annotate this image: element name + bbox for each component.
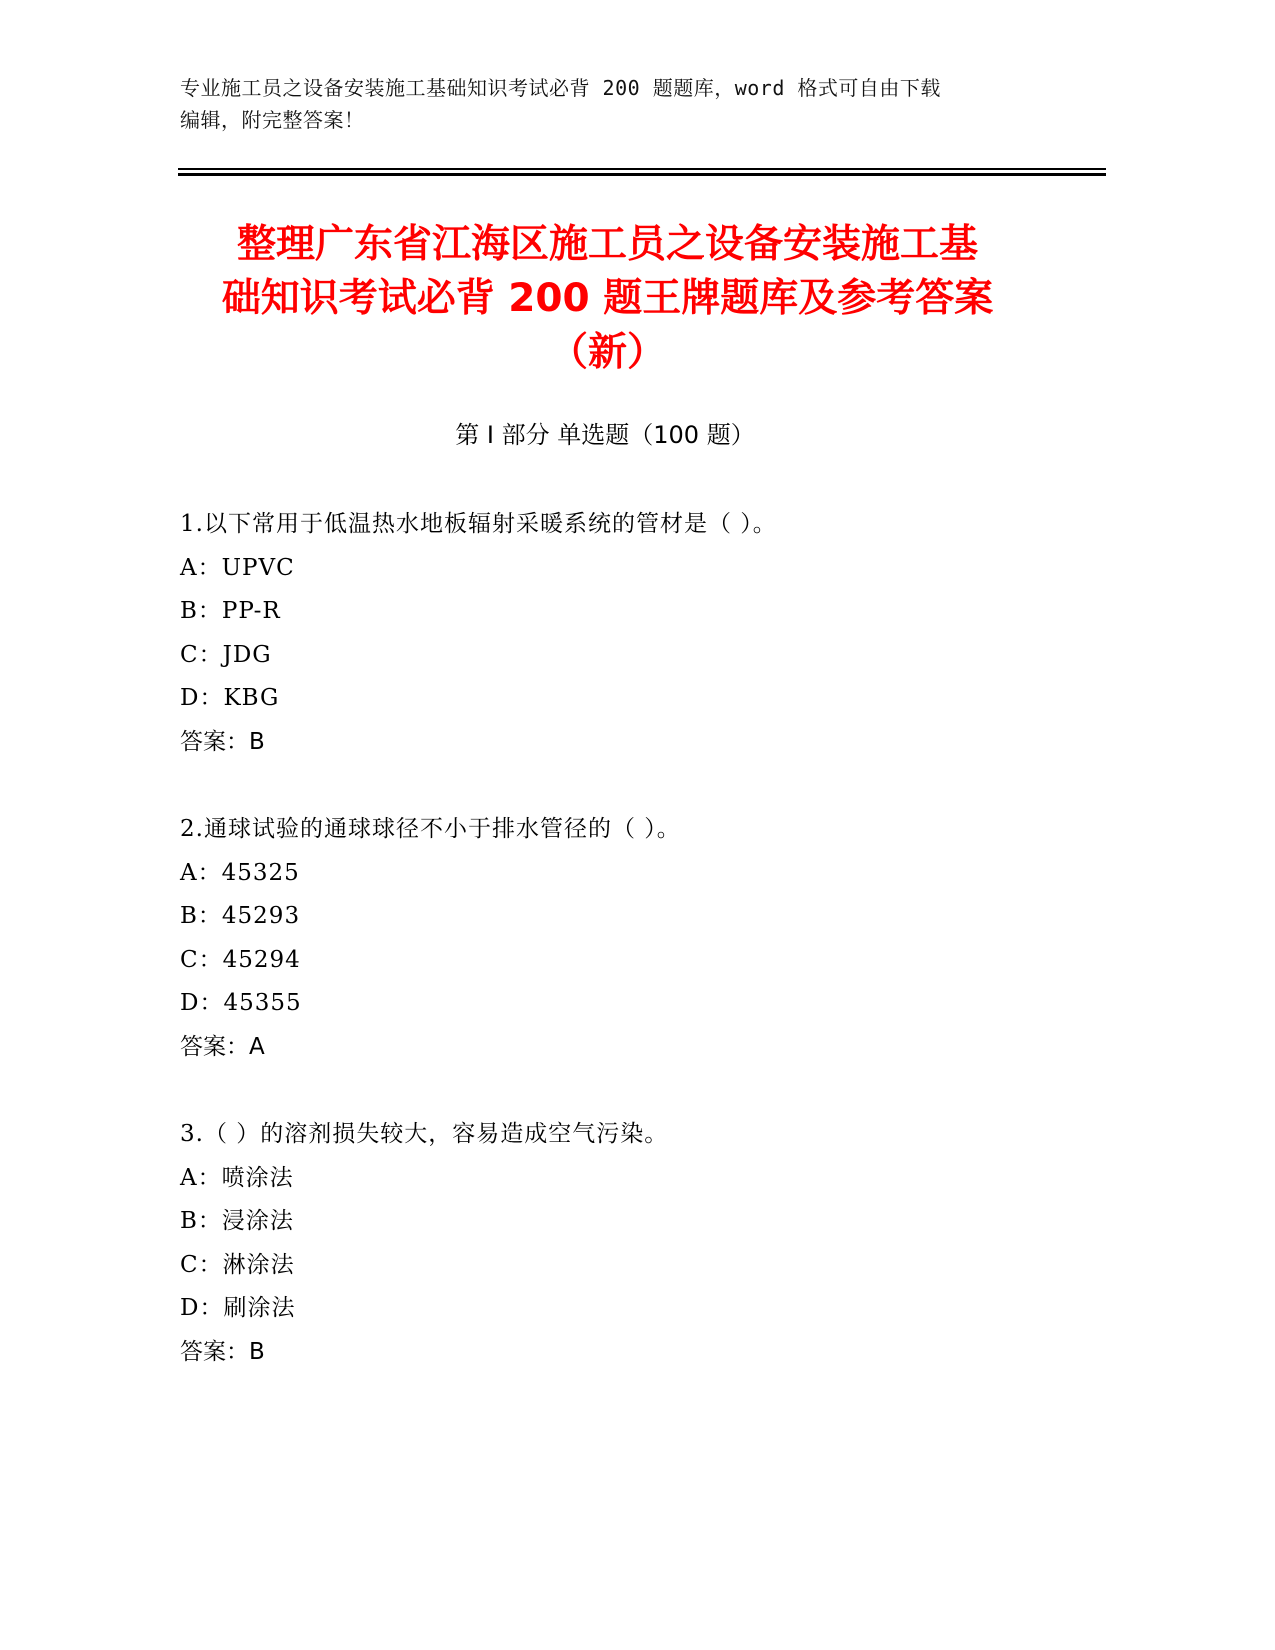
- question-option-d: [180, 982, 1120, 1026]
- question-option-c: [180, 1244, 1120, 1288]
- option-label: A：: [180, 554, 222, 581]
- option-text: 45293: [221, 903, 301, 929]
- option-label: C：: [180, 946, 223, 973]
- question-option-c: [180, 634, 1120, 678]
- question-option-b: [180, 590, 1120, 634]
- document-title-line-1: 整理广东省江海区施工员之设备安装施工基: [236, 222, 978, 267]
- option-label: D：: [180, 1295, 224, 1321]
- question-answer: 答案：B: [180, 1338, 265, 1365]
- option-label: B：: [180, 1208, 222, 1234]
- question-item: [180, 808, 1120, 1069]
- question-option-b: [180, 1200, 1120, 1244]
- question-option-a: [180, 1157, 1120, 1201]
- option-label: D：: [180, 990, 224, 1016]
- question-option-c: [180, 939, 1120, 983]
- question-option-a: [180, 852, 1120, 896]
- header-note-line-2: 编辑，附完整答案！: [180, 108, 365, 132]
- question-stem: 2.通球试验的通球球径不小于排水管径的（ ）。: [180, 816, 681, 842]
- header-note-line-1: 专业施工员之设备安装施工基础知识考试必背 200 题题库，word 格式可自由下载: [180, 76, 941, 100]
- question-option-d: [180, 1287, 1120, 1331]
- question-option-b: [180, 895, 1120, 939]
- question-item: [180, 503, 1120, 764]
- option-text: 45325: [221, 859, 300, 886]
- question-answer: 答案：B: [180, 728, 265, 755]
- option-label: D：: [180, 685, 224, 711]
- document-title-line-2: 础知识考试必背 200 题王牌题库及参考答案: [221, 276, 994, 321]
- option-text: 45294: [222, 946, 301, 973]
- header-divider-thick: [178, 173, 1106, 176]
- header-note: [180, 72, 1040, 136]
- header-divider-thin: [178, 168, 1106, 170]
- option-text: PP-R: [221, 598, 281, 624]
- question-item: [180, 1113, 1120, 1374]
- option-text: UPVC: [221, 554, 295, 581]
- option-label: A：: [180, 1164, 222, 1191]
- option-text: 刷涂法: [223, 1295, 296, 1321]
- question-option-a: [180, 547, 1120, 591]
- option-label: C：: [180, 1251, 223, 1278]
- option-label: B：: [180, 903, 222, 929]
- document-title: [150, 218, 1065, 380]
- option-text: 淋涂法: [222, 1251, 295, 1278]
- option-text: 45355: [223, 990, 302, 1016]
- question-stem: 1.以下常用于低温热水地板辐射采暖系统的管材是（ ）。: [180, 511, 777, 537]
- option-label: C：: [180, 641, 223, 668]
- question-stem: 3.（ ）的溶剂损失较大，容易造成空气污染。: [180, 1121, 669, 1147]
- option-text: 喷涂法: [221, 1164, 294, 1191]
- option-text: KBG: [223, 685, 280, 711]
- option-label: A：: [180, 859, 222, 886]
- option-text: JDG: [222, 641, 272, 668]
- document-title-line-3: （新）: [548, 330, 666, 375]
- option-label: B：: [180, 598, 222, 624]
- question-option-d: [180, 677, 1120, 721]
- section-heading: 第 I 部分 单选题（100 题）: [455, 421, 755, 449]
- question-answer: 答案：A: [180, 1033, 265, 1060]
- option-text: 浸涂法: [221, 1208, 294, 1234]
